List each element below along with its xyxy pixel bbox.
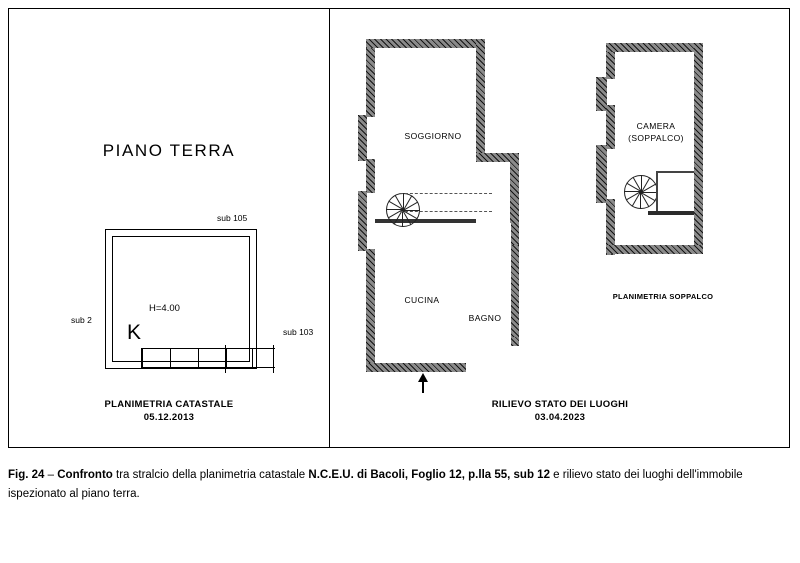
wall-left-step2 <box>366 159 375 193</box>
stair-spoke <box>640 192 641 209</box>
tick-mark-2 <box>273 345 274 373</box>
mz-stair-edge-v <box>656 171 658 213</box>
caption-text-1: tra stralcio della planimetria catastale <box>112 469 309 481</box>
wall-left-step1 <box>358 115 367 161</box>
mz-landing <box>648 211 694 215</box>
stair-spoke <box>624 191 641 192</box>
room-camera-soppalco <box>615 52 694 245</box>
wall-left-lower <box>366 249 375 371</box>
soppalco-projection-line <box>400 193 492 194</box>
caption-dash: – <box>44 469 58 481</box>
mezzanine-unit <box>588 43 738 271</box>
survey-drawing <box>330 9 790 447</box>
stair-spoke <box>402 210 403 227</box>
piano-terra-title: PIANO TERRA <box>102 141 236 160</box>
tick-mark-1 <box>225 345 226 373</box>
survey-caption <box>330 399 790 425</box>
panel-survey <box>330 9 790 447</box>
label-bagno: BAGNO <box>468 313 502 323</box>
cadastral-caption-line1: PLANIMETRIA CATASTALE <box>104 399 234 411</box>
survey-caption-date: 03.04.2023 <box>534 412 586 424</box>
cadastral-caption-date: 05.12.2013 <box>143 412 195 424</box>
mz-wall-step3 <box>596 145 607 203</box>
entrance-arrow-stem <box>422 381 424 393</box>
cadastral-caption <box>9 399 329 425</box>
wall-bottom <box>366 363 466 372</box>
height-label: H=4.00 <box>149 303 180 314</box>
wall-right-lower <box>510 153 519 253</box>
wall-left-upper <box>366 47 375 117</box>
wall-left-step3 <box>358 191 367 251</box>
cadastral-drawing <box>105 229 257 369</box>
mz-stair-edge <box>656 171 694 173</box>
figure-frame <box>8 8 790 448</box>
survey-caption-line1: RILIEVO STATO DEI LUOGHI <box>491 399 629 411</box>
wall-bagno-right <box>510 245 519 345</box>
ground-floor-unit <box>358 33 518 391</box>
caption-text-2: e rilievo stato dei luoghi dell'immobile ispezionato al piano terra. <box>8 469 743 500</box>
label-sub-2: sub 2 <box>71 315 92 325</box>
wall-top <box>366 39 484 48</box>
label-sub-105: sub 105 <box>217 213 248 223</box>
mz-wall-bottom <box>606 245 703 254</box>
caption-bold-confronto: Confronto <box>57 469 113 481</box>
caption-bold-reference: N.C.E.U. di Bacoli, Foglio 12, p.lla 55, sub 12 <box>308 469 550 481</box>
wall-right-upper <box>476 39 485 159</box>
label-sub-103: sub 103 <box>283 327 314 337</box>
panel-cadastral <box>9 9 329 447</box>
label-camera-soppalco: (SOPPALCO) <box>628 133 684 143</box>
spiral-staircase-mezzanine <box>624 175 658 209</box>
mz-wall-right <box>694 43 703 253</box>
label-camera: CAMERA <box>636 121 676 131</box>
mz-wall-top <box>606 43 702 52</box>
soppalco-plan-caption: PLANIMETRIA SOPPALCO <box>612 292 714 301</box>
cadastral-band-extension <box>253 348 275 368</box>
mz-wall-step2 <box>606 105 615 149</box>
cadastral-bottom-band <box>141 348 253 368</box>
label-soggiorno: SOGGIORNO <box>404 131 462 141</box>
spiral-staircase-ground <box>386 193 420 227</box>
room-letter-k: K <box>127 321 142 344</box>
figure-caption <box>8 466 788 504</box>
caption-fig-number: Fig. 24 <box>8 469 45 481</box>
room-cucina <box>375 223 511 363</box>
soppalco-projection-line <box>400 211 492 212</box>
label-cucina: CUCINA <box>404 295 440 305</box>
stair-spoke <box>386 209 403 210</box>
